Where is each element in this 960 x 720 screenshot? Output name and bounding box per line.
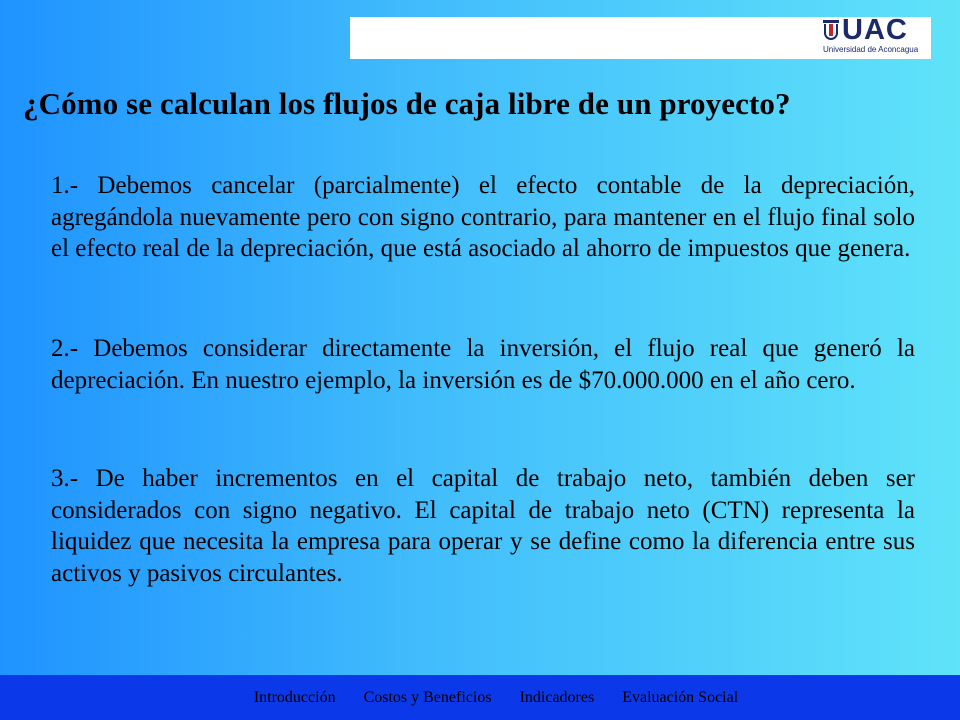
nav-link-evaluacion-social[interactable]: Evaluación Social: [622, 688, 739, 706]
nav-link-indicadores[interactable]: Indicadores: [519, 688, 595, 706]
header-logo-box: [350, 14, 931, 59]
logo-subtext: Universidad de Aconcagua: [823, 45, 919, 54]
slide-title: ¿Cómo se calculan los flujos de caja libre de un proyecto?: [23, 86, 791, 121]
paragraph-1: 1.- Debemos cancelar (parcialmente) el efecto contable de la depreciación, agregándola nuevamente pero con signo contrario, para mantener en el flujo final solo el efecto real de la depreciación, que está asociado al ahorro de impuestos que genera.: [51, 172, 915, 262]
nav-link-costos-beneficios[interactable]: Costos y Beneficios: [363, 688, 492, 706]
footer-nav-bar: [0, 675, 960, 720]
crest-icon: [823, 20, 839, 42]
uac-logo: [823, 14, 927, 57]
paragraph-2: 2.- Debemos considerar directamente la inversión, el flujo real que generó la depreciación. En nuestro ejemplo, la inversión es de $70.000.000 en el año cero.: [51, 335, 915, 394]
paragraph-3: 3.- De haber incrementos en el capital de trabajo neto, también deben ser considerados con signo negativo. El capital de trabajo neto (CTN) representa la liquidez que necesita la empresa para operar y se define como la diferencia entre sus activos y pasivos circulantes.: [51, 465, 915, 587]
nav-link-introduccion[interactable]: Introducción: [253, 688, 336, 706]
logo-text: UAC: [842, 14, 908, 46]
